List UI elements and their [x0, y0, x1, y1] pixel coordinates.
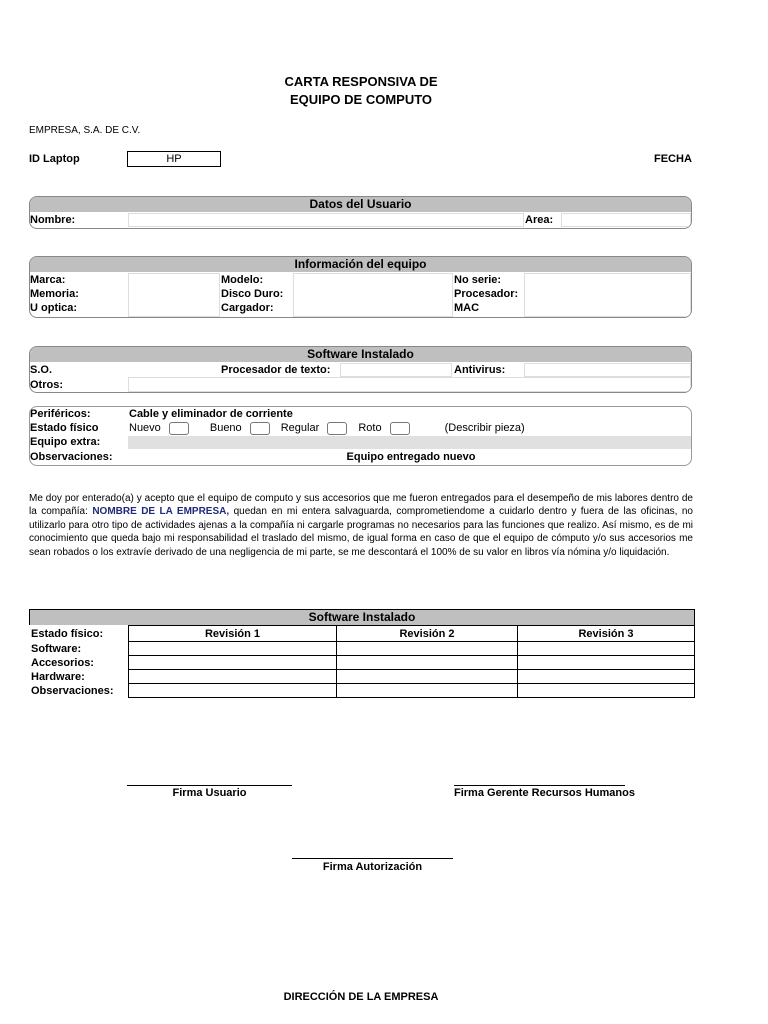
table-row	[29, 642, 695, 656]
software-section	[29, 346, 692, 393]
nombre-field[interactable]	[128, 213, 524, 227]
peripherals-section	[29, 406, 692, 466]
regular-checkbox[interactable]	[327, 422, 347, 435]
table-cell[interactable]	[129, 642, 337, 656]
describir-label: (Describir pieza)	[444, 422, 525, 434]
revision-col-label: Estado físico:	[31, 627, 104, 640]
agreement-part1: Me doy por enterado(a) y acepto que el equipo de computo y sus accesorios que me fueron entregados para el desempeño de mis labores dentro de la compañía:	[29, 493, 693, 518]
uoptica-label: U optica:	[30, 302, 78, 314]
user-data-heading: Datos del Usuario	[30, 197, 691, 212]
otros-label: Otros:	[30, 379, 63, 391]
revision-col-3: Revisión 3	[518, 626, 695, 642]
table-row	[29, 684, 695, 698]
signature-usuario-label: Firma Usuario	[172, 787, 247, 799]
fecha-label: FECHA	[654, 153, 692, 165]
memoria-label: Memoria:	[30, 288, 79, 300]
procesador-texto-label: Procesador de texto:	[221, 364, 331, 376]
marca-label: Marca:	[30, 274, 66, 286]
table-cell[interactable]	[337, 656, 518, 670]
antivirus-label: Antivirus:	[454, 364, 506, 376]
opt-bueno-label: Bueno	[209, 422, 242, 434]
revision-col-1: Revisión 1	[129, 626, 337, 642]
nuevo-checkbox[interactable]	[169, 422, 189, 435]
revision-header-row	[29, 626, 695, 642]
signature-gerente-label: Firma Gerente Recursos Humanos	[454, 787, 635, 799]
estado-options	[129, 421, 525, 435]
revision-section	[29, 609, 695, 698]
antivirus-field[interactable]	[524, 363, 691, 377]
agreement-paragraph	[29, 492, 693, 559]
so-label: S.O.	[30, 364, 53, 376]
bueno-checkbox[interactable]	[250, 422, 270, 435]
user-data-section	[29, 196, 692, 229]
signature-line-autorizacion	[292, 858, 453, 859]
table-cell[interactable]	[129, 670, 337, 684]
opt-nuevo-label: Nuevo	[129, 422, 161, 434]
modelo-field[interactable]	[293, 273, 453, 317]
mac-label: MAC	[454, 302, 480, 314]
row-label: Software:	[31, 642, 82, 655]
company-highlight: NOMBRE DE LA EMPRESA,	[92, 506, 230, 518]
procesador-texto-field[interactable]	[340, 363, 452, 377]
modelo-label: Modelo:	[221, 274, 264, 286]
software-heading: Software Instalado	[30, 347, 691, 362]
area-label: Area:	[525, 214, 554, 226]
perifericos-value: Cable y eliminador de corriente	[129, 408, 293, 420]
nombre-label: Nombre:	[30, 214, 76, 226]
otros-field[interactable]	[128, 377, 691, 392]
table-cell[interactable]	[518, 684, 695, 698]
perifericos-label: Periféricos:	[30, 408, 91, 420]
agreement-part2: quedan en mi entera salvaguarda, comprometiendome a cuidarlo dentro y fuera de las oficinas, no utilizarlo para otro tipo de actividades ajenas a la compañía ni cargarle programas no necesarios para las funciones que realizo. Así mismo, es de mi conocimiento que queda bajo mi responsabilidad el traslado del mismo, de igual forma en caso de que el equipo de cómputo y/o sus accesorios me sean robados o los extravíe derivado de una negligencia de mi parte, se me descontará el 100% de su valor en libros vía nómina y/o liquidación.	[29, 506, 693, 558]
revision-heading: Software Instalado	[29, 609, 695, 625]
observaciones-value[interactable]: Equipo entregado nuevo	[346, 451, 476, 463]
row-label: Observaciones:	[31, 684, 114, 697]
doc-title-line1: CARTA RESPONSIVA DE	[284, 74, 438, 89]
id-laptop-label: ID Laptop	[29, 153, 80, 165]
marca-field[interactable]	[128, 273, 220, 317]
signature-autorizacion-label: Firma Autorización	[322, 861, 423, 873]
equipment-section	[29, 256, 692, 318]
noserie-field[interactable]	[524, 273, 691, 317]
footer-address: DIRECCIÓN DE LA EMPRESA	[283, 991, 439, 1003]
table-cell[interactable]	[129, 656, 337, 670]
row-label: Accesorios:	[31, 656, 94, 669]
observaciones-label: Observaciones:	[30, 451, 113, 463]
table-cell[interactable]	[337, 684, 518, 698]
estado-label: Estado físico	[30, 422, 99, 434]
table-row	[29, 656, 695, 670]
table-cell[interactable]	[518, 656, 695, 670]
table-cell[interactable]	[129, 684, 337, 698]
equipo-extra-field[interactable]	[128, 436, 691, 449]
id-laptop-field[interactable]: HP	[127, 151, 221, 167]
cargador-label: Cargador:	[221, 302, 274, 314]
row-label: Hardware:	[31, 670, 85, 683]
table-cell[interactable]	[337, 670, 518, 684]
roto-checkbox[interactable]	[390, 422, 410, 435]
equipo-extra-label: Equipo extra:	[30, 436, 101, 448]
equipment-heading: Información del equipo	[30, 257, 691, 272]
company-name: EMPRESA, S.A. DE C.V.	[29, 125, 141, 136]
disco-label: Disco Duro:	[221, 288, 284, 300]
opt-roto-label: Roto	[358, 422, 382, 434]
opt-regular-label: Regular	[280, 422, 320, 434]
revision-table	[29, 625, 695, 698]
table-cell[interactable]	[518, 642, 695, 656]
table-cell[interactable]	[518, 670, 695, 684]
doc-title-line2: EQUIPO DE COMPUTO	[289, 92, 433, 107]
procesador-label: Procesador:	[454, 288, 519, 300]
revision-col-2: Revisión 2	[337, 626, 518, 642]
table-cell[interactable]	[337, 642, 518, 656]
area-field[interactable]	[561, 213, 691, 227]
table-row	[29, 670, 695, 684]
noserie-label: No serie:	[454, 274, 502, 286]
